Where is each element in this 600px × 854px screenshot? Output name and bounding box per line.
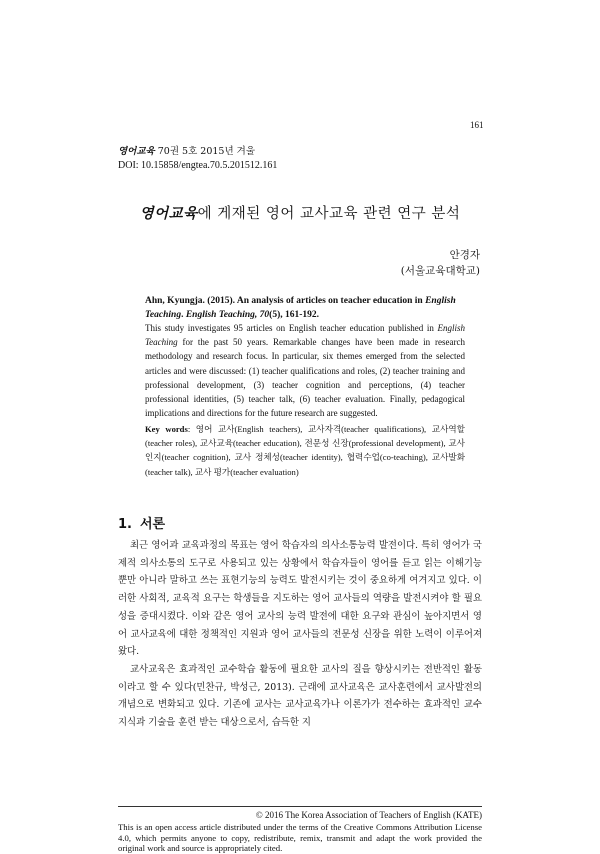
section-number: 1. bbox=[118, 517, 132, 532]
abstract-part1: This study investigates 95 articles on English teacher education published in bbox=[145, 323, 434, 333]
keywords-text: : 영어 교사(English teachers), 교사자격(teacher qualifications), 교사역할(teacher roles), 교사교육(teacher education), 전문성 신장(professional development), 교사인지(teacher cognition), 교사 정체성(teacher identity), 협력수업(co-teaching), 교사발화(teacher talk), 교사 평가(teacher evaluation) bbox=[145, 424, 465, 477]
citation-dot: . bbox=[181, 310, 184, 320]
body-paragraph-1: 최근 영어과 교육과정의 목표는 영어 학습자의 의사소통능력 발전이다. 특히 영어가 국제적 의사소통의 도구로 사용되고 있는 상황에서 학습자들이 영어를 듣고 읽는 이해기능뿐만 아니라 말하고 쓰는 표현기능의 능력도 발전시키는 것이 중요하게 여겨지고 있다. 이러한 사회적, 교육적 요구는 학생들을 지도하는 영어 교사들의 역량을 발전시켜야 할 필요성을 증대시켰다. 이와 같은 영어 교사의 능력 발전에 대한 요구와 관심이 높아지면서 영어 교사교육에 대한 정책적인 지원과 영어 교사들의 전문성 신장을 위한 노력이 이루어져 왔다. bbox=[118, 540, 482, 658]
license-text: This is an open access article distributed under the terms of the Creative Commons Attribution License 4.0, which permits anyone to copy, redistribute, remix, transmit and adapt the work provided the original work and source is appropriately cited. bbox=[118, 822, 482, 853]
keywords bbox=[145, 422, 465, 479]
doi[interactable]: DOI: 10.15858/engtea.70.5.201512.161 bbox=[118, 160, 278, 171]
citation-journal: English Teaching, 70 bbox=[185, 310, 270, 320]
paper-title bbox=[0, 202, 600, 223]
section-heading bbox=[118, 513, 165, 532]
journal-name: 영어교육 bbox=[118, 146, 155, 157]
citation-title-italic: English Teaching bbox=[145, 296, 456, 320]
author-affiliation: (서울교육대학교) bbox=[400, 265, 480, 277]
citation bbox=[145, 294, 465, 322]
section-title: 서론 bbox=[139, 517, 166, 532]
page-number: 161 bbox=[470, 120, 484, 130]
body-text bbox=[118, 537, 482, 732]
copyright: © 2016 The Korea Association of Teachers of English (KATE) bbox=[255, 810, 482, 820]
abstract bbox=[145, 321, 465, 420]
body-paragraph-2: 교사교육은 효과적인 교수학습 활동에 필요한 교사의 질을 향상시키는 전반적인 활동이라고 할 수 있다(민찬규, 박성근, 2013). 근래에 교사교육은 교사훈련에서 교사발전의 개념으로 변화되고 있다. 기존에 교사는 교사교육가나 이론가가 전수하는 효과적인 교수 지식과 기술을 훈련 받는 대상으로서, 습득한 지 bbox=[118, 663, 482, 729]
abstract-part2: for the past 50 years. Remarkable changes have been made in research methodology and research focus. In particular, six themes emerged from the selected articles and were discussed: (1) teacher qualifications and roles, (2) teacher training and professional development, (3) teacher cognition and perceptions, (4) teacher professional identities, (5) teacher talk, (6) teacher evaluation. Finally, pedagogical implications and directions for the future research are suggested. bbox=[145, 337, 465, 419]
keywords-label: Key words bbox=[145, 424, 188, 434]
title-journal-name: 영어교육 bbox=[139, 205, 198, 222]
abstract-journal: English Teaching bbox=[145, 323, 465, 348]
author-name: 안경자 bbox=[449, 249, 480, 261]
citation-authors: Ahn, Kyungja. (2015). An analysis of articles on teacher education in bbox=[145, 296, 423, 306]
title-rest: 에 게재된 영어 교사교육 관련 연구 분석 bbox=[197, 206, 461, 222]
citation-issue: (5), 161-192. bbox=[269, 310, 320, 320]
footer-divider bbox=[118, 806, 482, 807]
journal-header bbox=[118, 143, 255, 157]
issue-info: 70권 5호 2015년 겨울 bbox=[157, 146, 256, 157]
